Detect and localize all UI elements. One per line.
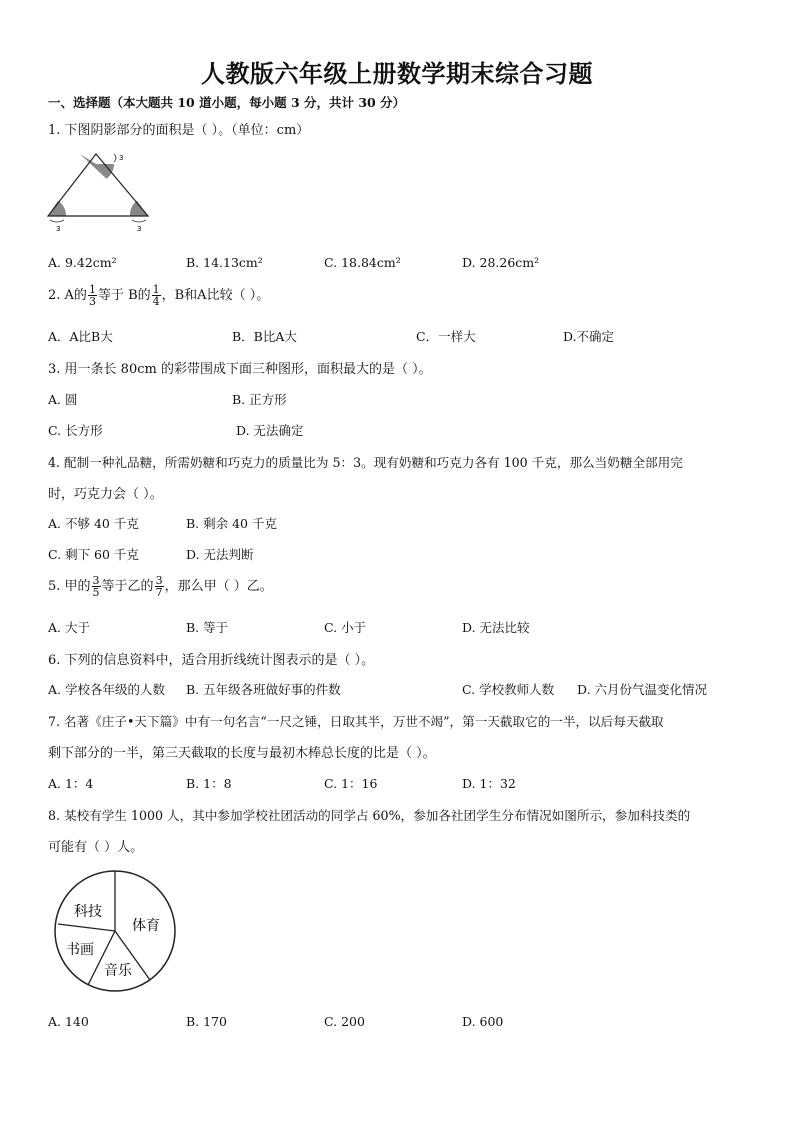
q6-option-a[interactable]: A. 学校各年级的人数	[48, 682, 165, 697]
q6-option-c[interactable]: C. 学校教师人数	[462, 682, 555, 697]
q5-f1-den: 5	[92, 586, 100, 599]
q2-f1-num: 1	[88, 283, 96, 296]
q3-option-d[interactable]: D. 无法确定	[236, 423, 304, 438]
q1-option-b[interactable]: B. 14.13cm²	[186, 255, 263, 270]
question-3-text: 3. 用一条长 80cm 的彩带围成下面三种图形，面积最大的是（ ）。	[48, 362, 432, 377]
q2-option-a[interactable]: A．A比B大	[48, 329, 113, 344]
pie-label-keji: 科技	[74, 904, 102, 920]
q2-f2-num: 1	[152, 283, 160, 296]
q5-option-a[interactable]: A. 大于	[48, 620, 90, 635]
q6-option-b[interactable]: B. 五年级各班做好事的件数	[186, 682, 341, 697]
q4-option-a[interactable]: A. 不够 40 千克	[48, 516, 139, 531]
q8-option-b[interactable]: B. 170	[186, 1014, 227, 1029]
q8-option-d[interactable]: D. 600	[462, 1014, 504, 1029]
q2-option-b[interactable]: B．B比A大	[232, 329, 297, 344]
q7-option-d[interactable]: D. 1：32	[462, 776, 516, 791]
label-top: 3	[119, 154, 124, 162]
q5-fraction-2	[155, 575, 164, 598]
question-8-line-2: 可能有（ ）人。	[48, 840, 144, 855]
q4-option-b[interactable]: B. 剩余 40 千克	[186, 516, 277, 531]
question-1-text: 1. 下图阴影部分的面积是（ ）。（单位：cm）	[48, 123, 310, 138]
q5-option-b[interactable]: B. 等于	[186, 620, 229, 635]
question-7-line-1: 7. 名著《庄子•天下篇》中有一句名言“一尺之锤，日取其半，万世不竭”，第一天截取它的一半，以后每天截取	[48, 714, 664, 729]
q1-option-a[interactable]: A. 9.42cm²	[48, 255, 117, 270]
q1-option-c[interactable]: C. 18.84cm²	[324, 255, 401, 270]
q5-option-c[interactable]: C. 小于	[324, 620, 367, 635]
label-right: 3	[137, 225, 142, 233]
q5-pre: 5. 甲的	[48, 579, 91, 594]
q2-post: ，B和A比较（ ）。	[161, 288, 270, 303]
q5-f2-num: 3	[155, 574, 163, 587]
question-2-text	[48, 284, 269, 307]
q7-option-b[interactable]: B. 1：8	[186, 776, 232, 791]
shaded-sector-left	[48, 201, 66, 216]
q3-option-c[interactable]: C. 长方形	[48, 423, 103, 438]
q8-option-a[interactable]: A. 140	[48, 1014, 89, 1029]
q7-option-c[interactable]: C. 1：16	[324, 776, 378, 791]
brace-top	[114, 154, 116, 162]
question-4-line-1: 4. 配制一种礼品糖，所需奶糖和巧克力的质量比为 5：3。现有奶糖和巧克力各有 100 千克，那么当奶糖全部用完	[48, 455, 683, 470]
section-heading: 一、选择题（本大题共 10 道小题，每小题 3 分，共计 30 分）	[48, 95, 406, 110]
q5-option-d[interactable]: D. 无法比较	[462, 620, 530, 635]
q6-option-d[interactable]: D. 六月份气温变化情况	[577, 682, 708, 697]
brace-right	[132, 220, 146, 222]
q2-pre: 2. A的	[48, 288, 87, 303]
q3-option-a[interactable]: A. 圆	[48, 392, 78, 407]
q2-fraction-1	[88, 284, 97, 307]
question-8-pie-figure	[52, 868, 178, 994]
q2-option-d[interactable]: D.不确定	[563, 329, 615, 344]
page-title: 人教版六年级上册数学期末综合习题	[201, 59, 593, 88]
question-4-line-2: 时，巧克力会（ ）。	[48, 487, 163, 502]
q5-mid: 等于乙的	[101, 579, 154, 594]
question-8-line-1: 8. 某校有学生 1000 人，其中参加学校社团活动的同学占 60%，参加各社团学生分布情况如图所示，参加科技类的	[48, 808, 691, 823]
question-5-text	[48, 575, 273, 598]
q7-option-a[interactable]: A. 1：4	[48, 776, 94, 791]
q2-option-c[interactable]: C．一样大	[416, 329, 476, 344]
label-left: 3	[56, 225, 61, 233]
q5-post: ，那么甲（ ）乙。	[164, 579, 273, 594]
question-6-text: 6. 下列的信息资料中，适合用折线统计图表示的是（ ）。	[48, 653, 375, 668]
q4-option-d[interactable]: D. 无法判断	[186, 547, 254, 562]
q5-f1-num: 3	[92, 574, 100, 587]
brace-left	[50, 220, 64, 222]
q2-mid: 等于 B的	[97, 288, 151, 303]
q2-f1-den: 3	[88, 295, 96, 308]
q1-option-d[interactable]: D. 28.26cm²	[462, 255, 540, 270]
question-1-triangle-figure	[44, 150, 154, 236]
q5-fraction-1	[92, 575, 101, 598]
pie-label-tiyu: 体育	[132, 918, 160, 934]
q2-fraction-2	[152, 284, 161, 307]
q2-f2-den: 4	[152, 295, 160, 308]
pie-label-yinyue: 音乐	[104, 963, 132, 979]
question-7-line-2: 剩下部分的一半，第三天截取的长度与最初木棒总长度的比是（ ）。	[48, 746, 436, 761]
q8-option-c[interactable]: C. 200	[324, 1014, 365, 1029]
q5-f2-den: 7	[155, 586, 163, 599]
q3-option-b[interactable]: B. 正方形	[232, 392, 287, 407]
q4-option-c[interactable]: C. 剩下 60 千克	[48, 547, 139, 562]
pie-label-shuhua: 书画	[66, 942, 94, 958]
